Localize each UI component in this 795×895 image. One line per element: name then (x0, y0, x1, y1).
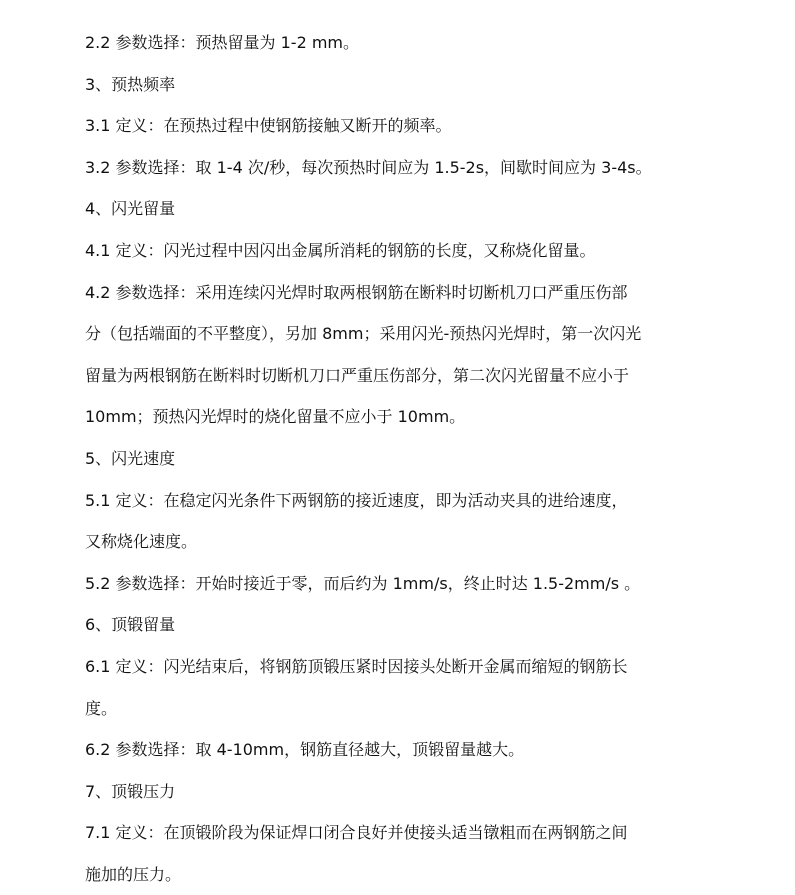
text-line: 6.1 定义：闪光结束后，将钢筋顶锻压紧时因接头处断开金属而缩短的钢筋长 (85, 656, 628, 676)
text-line: 10mm；预热闪光焊时的烧化留量不应小于 10mm。 (85, 407, 466, 427)
text-line: 3.1 定义：在预热过程中使钢筋接触又断开的频率。 (85, 116, 452, 136)
text-line: 2.2 参数选择：预热留量为 1-2 mm。 (85, 33, 360, 52)
text-line: 4.1 定义：闪光过程中因闪出金属所消耗的钢筋的长度，又称烧化留量。 (85, 240, 596, 260)
text-line: 5.2 参数选择：开始时接近于零，而后约为 1mm/s，终止时达 1.5-2mm/s 。 (85, 573, 641, 593)
section-heading: 3、预热频率 (85, 74, 176, 94)
section-heading: 4、闪光留量 (85, 199, 176, 219)
text-line: 度。 (85, 698, 118, 718)
section-heading: 6、顶锻留量 (85, 615, 176, 635)
section-heading: 5、闪光速度 (85, 448, 176, 468)
text-line: 7.1 定义：在顶锻阶段为保证焊口闭合良好并使接头适当镦粗而在两钢筋之间 (85, 823, 628, 843)
text-line: 4.2 参数选择：采用连续闪光焊时取两根钢筋在断料时切断机刀口严重压伤部 (85, 282, 628, 302)
text-line: 又称烧化速度。 (85, 532, 198, 552)
section-heading: 7、顶锻压力 (85, 781, 176, 801)
text-line: 6.2 参数选择：取 4-10mm，钢筋直径越大，顶锻留量越大。 (85, 740, 525, 760)
text-line: 分（包括端面的不平整度），另加 8mm；采用闪光-预热闪光焊时，第一次闪光 (85, 324, 642, 344)
document-body (85, 22, 735, 895)
text-line: 留量为两根钢筋在断料时切断机刀口严重压伤部分，第二次闪光留量不应小于 (85, 365, 630, 385)
text-line: 施加的压力。 (85, 864, 182, 884)
text-line: 3.2 参数选择：取 1-4 次/秒，每次预热时间应为 1.5-2s，间歇时间应为 3-4s。 (85, 157, 652, 177)
text-line: 5.1 定义：在稳定闪光条件下两钢筋的接近速度，即为活动夹具的进给速度， (85, 490, 628, 510)
